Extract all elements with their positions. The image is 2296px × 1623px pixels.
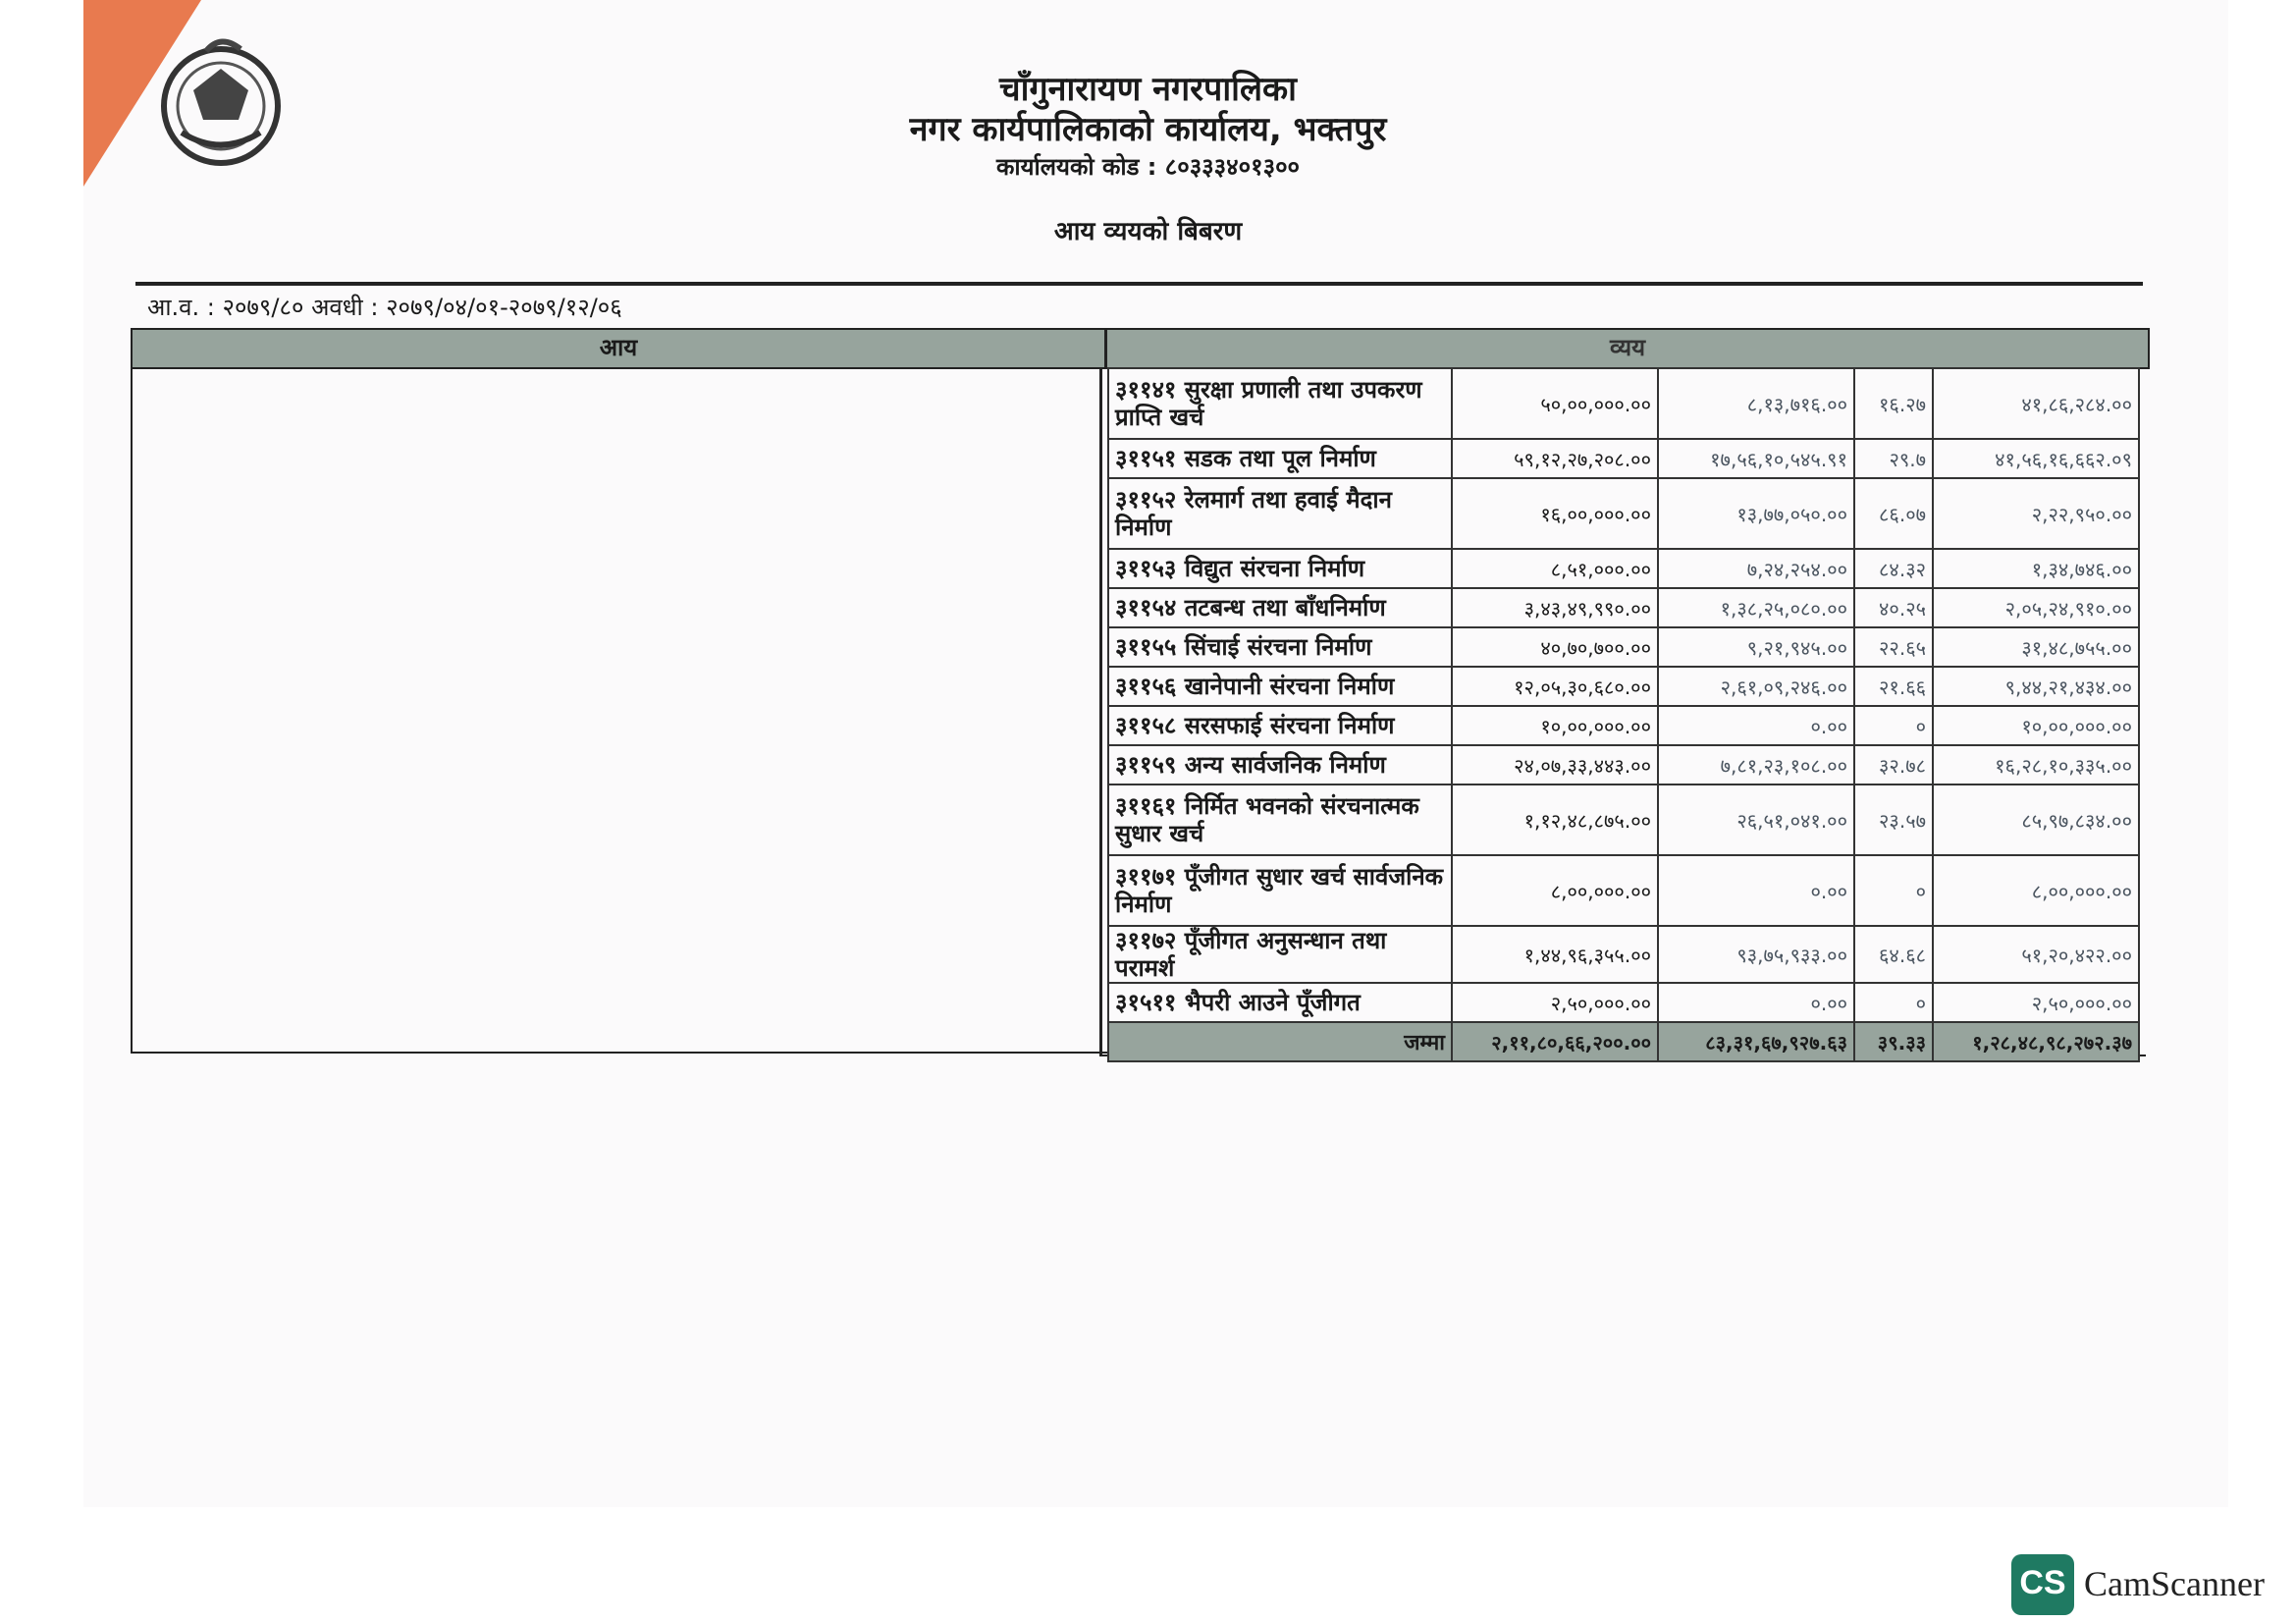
expense-cell: २६,५१,०४१.०० bbox=[1658, 784, 1854, 855]
expense-head-name: ३१५११ भैपरी आउने पूँजीगत bbox=[1108, 983, 1452, 1022]
remaining-cell: ४१,५६,१६,६६२.०९ bbox=[1933, 439, 2139, 478]
expense-head-name: ३११५६ खानेपानी संरचना निर्माण bbox=[1108, 667, 1452, 706]
table-row bbox=[1108, 667, 2139, 706]
remaining-cell: १०,००,०००.०० bbox=[1933, 706, 2139, 745]
expense-cell: ७,२४,२५४.०० bbox=[1658, 549, 1854, 588]
percent-cell: ८६.०७ bbox=[1854, 478, 1933, 549]
percent-cell: २१.६६ bbox=[1854, 667, 1933, 706]
expense-table bbox=[1107, 367, 2140, 1062]
expense-head-name: ३११७२ पूँजीगत अनुसन्धान तथा परामर्श bbox=[1108, 926, 1452, 983]
income-column-header: आय bbox=[131, 328, 1106, 369]
table-row bbox=[1108, 627, 2139, 667]
total-budget: २,११,८०,६६,२००.०० bbox=[1452, 1022, 1658, 1061]
total-remaining: १,२८,४८,९८,२७२.३७ bbox=[1933, 1022, 2139, 1061]
budget-cell: १,४४,९६,३५५.०० bbox=[1452, 926, 1658, 983]
budget-cell: १,१२,४८,८७५.०० bbox=[1452, 784, 1658, 855]
remaining-cell: ९,४४,२१,४३४.०० bbox=[1933, 667, 2139, 706]
expense-column-header: व्यय bbox=[1105, 328, 2150, 369]
expense-head-name: ३११५२ रेलमार्ग तथा हवाई मैदान निर्माण bbox=[1108, 478, 1452, 549]
percent-cell: ६४.६८ bbox=[1854, 926, 1933, 983]
expense-head-name: ३११५८ सरसफाई संरचना निर्माण bbox=[1108, 706, 1452, 745]
expense-cell: १७,५६,१०,५४५.९१ bbox=[1658, 439, 1854, 478]
budget-cell: १०,००,०००.०० bbox=[1452, 706, 1658, 745]
table-row bbox=[1108, 855, 2139, 926]
table-row bbox=[1108, 784, 2139, 855]
percent-cell: १६.२७ bbox=[1854, 368, 1933, 439]
expense-head-name: ३११५४ तटबन्ध तथा बाँधनिर्माण bbox=[1108, 588, 1452, 627]
expense-cell: १,३८,२५,०८०.०० bbox=[1658, 588, 1854, 627]
budget-cell: ८,००,०००.०० bbox=[1452, 855, 1658, 926]
budget-cell: १२,०५,३०,६८०.०० bbox=[1452, 667, 1658, 706]
expense-head-name: ३११५९ अन्य सार्वजनिक निर्माण bbox=[1108, 745, 1452, 784]
budget-cell: ५९,१२,२७,२०८.०० bbox=[1452, 439, 1658, 478]
percent-cell: २९.७ bbox=[1854, 439, 1933, 478]
table-row bbox=[1108, 478, 2139, 549]
budget-cell: २४,०७,३३,४४३.०० bbox=[1452, 745, 1658, 784]
expense-cell: ०.०० bbox=[1658, 855, 1854, 926]
percent-cell: ३२.७८ bbox=[1854, 745, 1933, 784]
budget-cell: २,५०,०००.०० bbox=[1452, 983, 1658, 1022]
org-name: चाँगुनारायण नगरपालिका bbox=[999, 70, 1297, 109]
camscanner-logo-icon: CS bbox=[2011, 1554, 2074, 1615]
expense-cell: ०.०० bbox=[1658, 983, 1854, 1022]
expense-cell: १३,७७,०५०.०० bbox=[1658, 478, 1854, 549]
remaining-cell: ८५,९७,८३४.०० bbox=[1933, 784, 2139, 855]
budget-cell: ८,५१,०००.०० bbox=[1452, 549, 1658, 588]
total-row bbox=[1108, 1022, 2139, 1061]
expense-head-name: ३११५१ सडक तथा पूल निर्माण bbox=[1108, 439, 1452, 478]
remaining-cell: २,०५,२४,९१०.०० bbox=[1933, 588, 2139, 627]
remaining-cell: ८,००,०००.०० bbox=[1933, 855, 2139, 926]
expense-head-name: ३११५३ विद्युत संरचना निर्माण bbox=[1108, 549, 1452, 588]
remaining-cell: १,३४,७४६.०० bbox=[1933, 549, 2139, 588]
report-header bbox=[0, 69, 2296, 251]
remaining-cell: ३१,४८,७५५.०० bbox=[1933, 627, 2139, 667]
expense-cell: ९३,७५,९३३.०० bbox=[1658, 926, 1854, 983]
expense-head-name: ३११५५ सिंचाई संरचना निर्माण bbox=[1108, 627, 1452, 667]
budget-cell: ५०,००,०००.०० bbox=[1452, 368, 1658, 439]
office-name: नगर कार्यपालिकाको कार्यालय, भक्तपुर bbox=[909, 110, 1387, 149]
percent-cell: ० bbox=[1854, 706, 1933, 745]
table-row bbox=[1108, 926, 2139, 983]
percent-cell: ८४.३२ bbox=[1854, 549, 1933, 588]
budget-cell: ४०,७०,७००.०० bbox=[1452, 627, 1658, 667]
expense-head-name: ३११६१ निर्मित भवनको संरचनात्मक सुधार खर्च bbox=[1108, 784, 1452, 855]
header-divider bbox=[135, 282, 2143, 286]
percent-cell: ० bbox=[1854, 855, 1933, 926]
fiscal-period: आ.व. : २०७९/८० अवधी : २०७९/०४/०१-२०७९/१२/०६ bbox=[147, 294, 622, 321]
table-row bbox=[1108, 439, 2139, 478]
expense-head-name: ३११४१ सुरक्षा प्रणाली तथा उपकरण प्राप्ति खर्च bbox=[1108, 368, 1452, 439]
table-row bbox=[1108, 588, 2139, 627]
table-row bbox=[1108, 706, 2139, 745]
expense-head-name: ३११७१ पूँजीगत सुधार खर्च सार्वजनिक निर्माण bbox=[1108, 855, 1452, 926]
total-label: जम्मा bbox=[1108, 1022, 1452, 1061]
expense-cell: ७,८१,२३,१०८.०० bbox=[1658, 745, 1854, 784]
remaining-cell: ५१,२०,४२२.०० bbox=[1933, 926, 2139, 983]
office-code: कार्यालयको कोड : ८०३३३४०१३०० bbox=[995, 153, 1301, 181]
percent-cell: ० bbox=[1854, 983, 1933, 1022]
total-percent: ३९.३३ bbox=[1854, 1022, 1933, 1061]
expense-cell: ८,१३,७१६.०० bbox=[1658, 368, 1854, 439]
percent-cell: २३.५७ bbox=[1854, 784, 1933, 855]
table-row bbox=[1108, 549, 2139, 588]
expense-cell: २,६१,०९,२४६.०० bbox=[1658, 667, 1854, 706]
remaining-cell: १६,२८,१०,३३५.०० bbox=[1933, 745, 2139, 784]
budget-cell: ३,४३,४९,९९०.०० bbox=[1452, 588, 1658, 627]
table-row bbox=[1108, 368, 2139, 439]
camscanner-watermark: CamScanner bbox=[2084, 1564, 2265, 1603]
remaining-cell: २,५०,०००.०० bbox=[1933, 983, 2139, 1022]
expense-cell: ०.०० bbox=[1658, 706, 1854, 745]
table-row bbox=[1108, 745, 2139, 784]
expense-cell: ९,२१,९४५.०० bbox=[1658, 627, 1854, 667]
budget-cell: १६,००,०००.०० bbox=[1452, 478, 1658, 549]
remaining-cell: २,२२,९५०.०० bbox=[1933, 478, 2139, 549]
income-section bbox=[131, 328, 1163, 1054]
percent-cell: ४०.२५ bbox=[1854, 588, 1933, 627]
report-title: आय व्ययको बिबरण bbox=[1053, 217, 1243, 246]
total-expense: ८३,३१,६७,९२७.६३ bbox=[1658, 1022, 1854, 1061]
remaining-cell: ४१,८६,२८४.०० bbox=[1933, 368, 2139, 439]
percent-cell: २२.६५ bbox=[1854, 627, 1933, 667]
table-row bbox=[1108, 983, 2139, 1022]
